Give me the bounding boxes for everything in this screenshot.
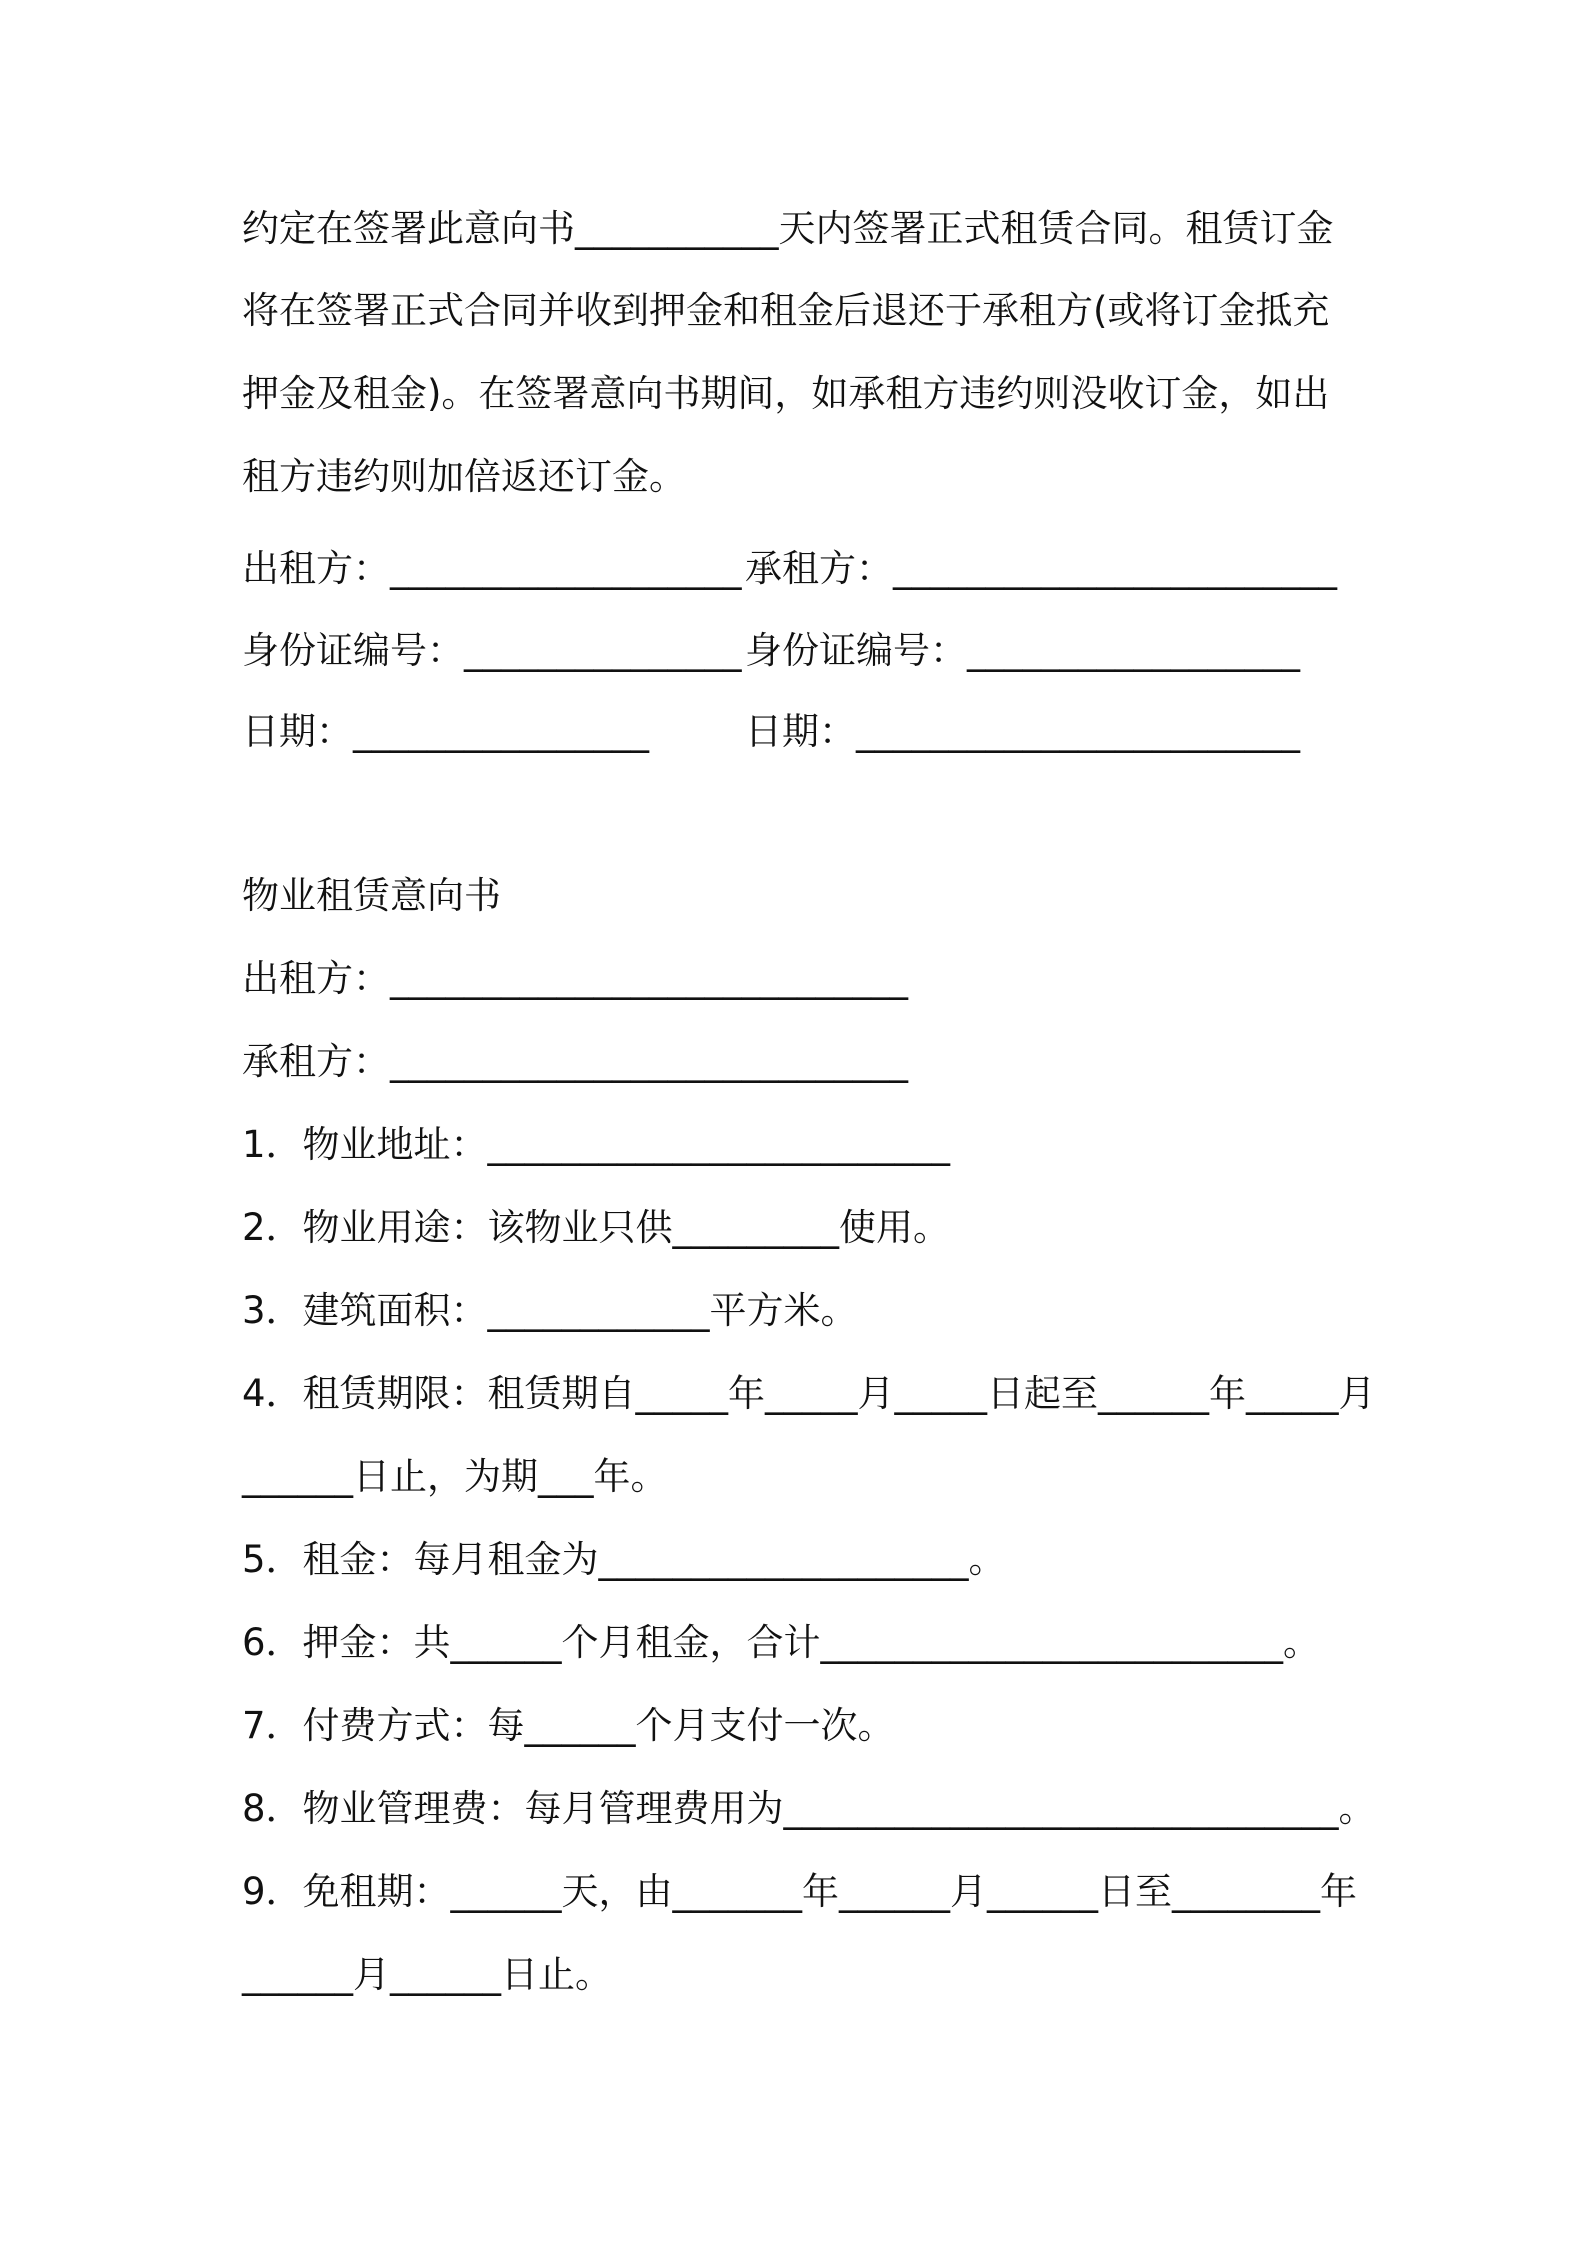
party-lessor: 出租方：____________________________	[242, 957, 908, 1000]
lessor-id-field: 身份证编号：_______________	[242, 629, 742, 672]
paragraph-line-1: 约定在签署此意向书___________天内签署正式租赁合同。租赁订金	[242, 207, 1334, 250]
party-lessee: 承租方：____________________________	[242, 1040, 908, 1083]
item-property-use: 2．物业用途：该物业只供_________使用。	[242, 1206, 951, 1249]
paragraph-line-3: 押金及租金)。在签署意向书期间，如承租方违约则没收订金，如出	[242, 372, 1330, 415]
item-lease-term: 4．租赁期限：租赁期自_____年_____月_____日起至______年_____月	[242, 1372, 1376, 1415]
item-floor-area: 3．建筑面积：____________平方米。	[242, 1289, 858, 1332]
paragraph-line-4: 租方违约则加倍返还订金。	[242, 455, 686, 498]
item-payment-method: 7．付费方式：每______个月支付一次。	[242, 1704, 895, 1747]
item-rent: 5．租金：每月租金为____________________。	[242, 1538, 1006, 1581]
item-rent-free-period: 9．免租期：______天，由_______年______月______日至________年	[242, 1870, 1358, 1913]
item-rent-free-period-continued: ______月______日止。	[242, 1953, 612, 1996]
item-lease-term-continued: ______日止，为期___年。	[242, 1455, 668, 1498]
item-property-address: 1．物业地址：_________________________	[242, 1123, 951, 1166]
paragraph-line-2: 将在签署正式合同并收到押金和租金后退还于承租方(或将订金抵充	[242, 289, 1330, 332]
lessee-signature-field: 承租方：________________________	[745, 547, 1337, 590]
item-management-fee: 8．物业管理费：每月管理费用为______________________________。	[242, 1787, 1376, 1830]
lessee-id-field: 身份证编号：__________________	[745, 629, 1300, 672]
lessee-date-field: 日期：________________________	[745, 710, 1300, 753]
document-title: 物业租赁意向书	[242, 874, 501, 917]
item-deposit: 6．押金：共______个月租金，合计_________________________。	[242, 1621, 1321, 1664]
lessor-signature-field: 出租方：___________________	[242, 547, 742, 590]
lessor-date-field: 日期：________________	[242, 710, 649, 753]
